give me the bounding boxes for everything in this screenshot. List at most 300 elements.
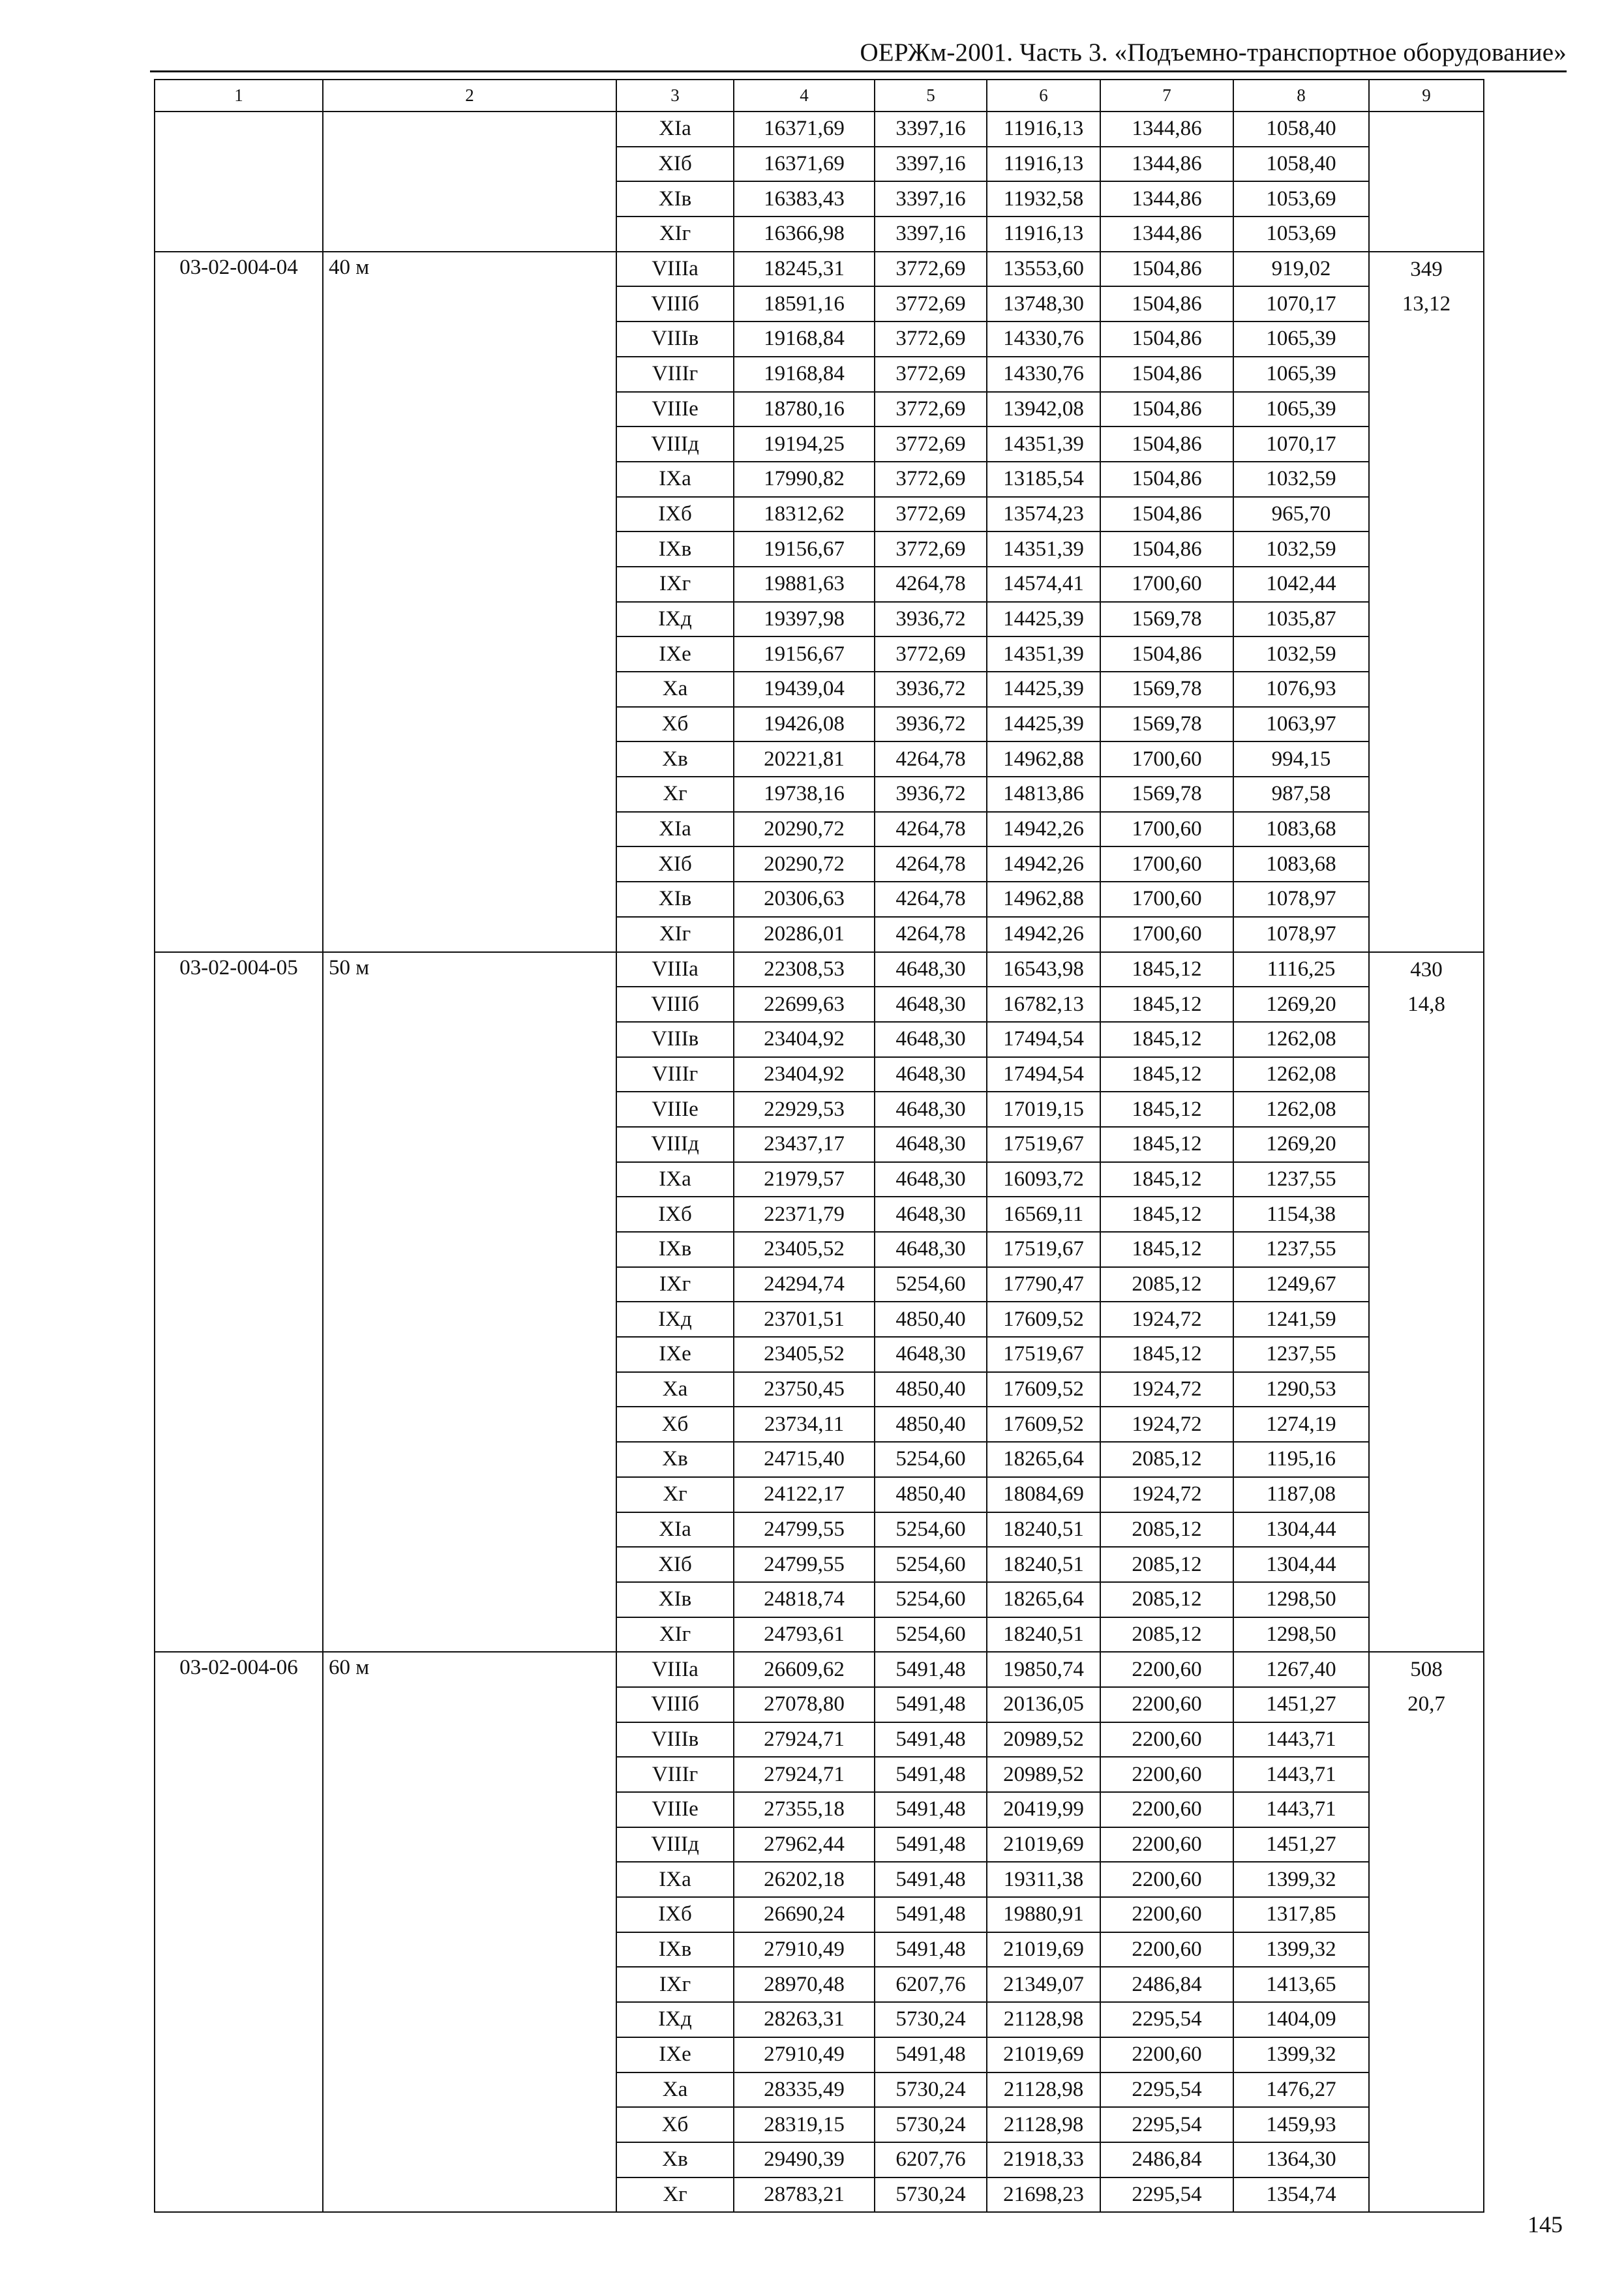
value-cell: 3397,16 [875,181,987,217]
value-cell: 1053,69 [1233,217,1369,252]
value-cell: 14962,88 [987,882,1100,917]
value-cell: 18265,64 [987,1442,1100,1477]
value-cell: 14330,76 [987,322,1100,357]
value-cell: 16543,98 [987,952,1100,987]
value-cell: 1924,72 [1100,1302,1233,1337]
value-cell: 23734,11 [734,1407,875,1442]
rate-code-cell: 03-02-004-06 [155,1652,323,2212]
value-cell: 26690,24 [734,1897,875,1932]
value-cell: 28335,49 [734,2072,875,2108]
value-cell: 20221,81 [734,741,875,777]
value-cell: 4648,30 [875,1092,987,1127]
value-cell: 1344,86 [1100,147,1233,182]
value-cell: 1924,72 [1100,1372,1233,1407]
value-cell: 1700,60 [1100,917,1233,952]
value-cell: 14351,39 [987,636,1100,672]
value-cell: 16366,98 [734,217,875,252]
value-cell: 5254,60 [875,1442,987,1477]
value-cell: 13574,23 [987,497,1100,532]
value-cell: 1262,08 [1233,1022,1369,1057]
value-cell: 4264,78 [875,846,987,882]
value-cell: 1404,09 [1233,2002,1369,2037]
value-cell: 2085,12 [1100,1582,1233,1617]
class-cell: IXб [616,497,734,532]
class-cell: VIIIд [616,1127,734,1162]
value-cell: 1344,86 [1100,217,1233,252]
class-cell: IXв [616,1932,734,1967]
value-cell: 1298,50 [1233,1617,1369,1653]
value-cell: 20290,72 [734,846,875,882]
class-cell: VIIIд [616,426,734,462]
class-cell: VIIIб [616,286,734,322]
table-row [155,252,1484,287]
class-cell: XIг [616,217,734,252]
value-cell: 1032,59 [1233,636,1369,672]
value-cell: 1504,86 [1100,322,1233,357]
value-cell: 13185,54 [987,462,1100,497]
value-cell: 16371,69 [734,112,875,147]
value-cell: 14425,39 [987,602,1100,637]
value-cell: 4264,78 [875,567,987,602]
class-cell: XIa [616,112,734,147]
value-cell: 4264,78 [875,917,987,952]
value-cell: 1399,32 [1233,2037,1369,2072]
value-cell: 1053,69 [1233,181,1369,217]
value-cell: 3772,69 [875,497,987,532]
value-cell: 24793,61 [734,1617,875,1653]
class-cell: Xa [616,672,734,707]
value-cell: 3397,16 [875,112,987,147]
value-cell: 5491,48 [875,2037,987,2072]
value-cell: 1845,12 [1100,987,1233,1022]
value-cell: 19156,67 [734,636,875,672]
class-cell: XIг [616,917,734,952]
column-header: 5 [875,80,987,112]
value-cell: 19439,04 [734,672,875,707]
value-cell: 14942,26 [987,917,1100,952]
value-cell: 28970,48 [734,1967,875,2002]
value-cell: 1504,86 [1100,357,1233,392]
value-cell: 4648,30 [875,1022,987,1057]
value-cell: 4648,30 [875,1197,987,1232]
value-cell: 3397,16 [875,217,987,252]
value-cell: 1304,44 [1233,1547,1369,1582]
value-cell: 21349,07 [987,1967,1100,2002]
value-cell: 1058,40 [1233,147,1369,182]
value-cell: 2200,60 [1100,2037,1233,2072]
value-cell: 22371,79 [734,1197,875,1232]
value-cell: 1262,08 [1233,1092,1369,1127]
value-cell: 14962,88 [987,741,1100,777]
value-cell: 3397,16 [875,147,987,182]
value-cell: 24818,74 [734,1582,875,1617]
class-cell: XIв [616,1582,734,1617]
value-cell: 17609,52 [987,1302,1100,1337]
value-cell: 2295,54 [1100,2107,1233,2142]
mass-value: 430 [1410,957,1443,981]
value-cell: 27078,80 [734,1687,875,1722]
value-cell: 27355,18 [734,1792,875,1827]
class-cell: XIв [616,181,734,217]
value-cell: 14330,76 [987,357,1100,392]
value-cell: 1070,17 [1233,426,1369,462]
column-header: 7 [1100,80,1233,112]
value-cell: 4648,30 [875,1337,987,1372]
class-cell: XIб [616,846,734,882]
value-cell: 22699,63 [734,987,875,1022]
value-cell: 1116,25 [1233,952,1369,987]
value-cell: 5730,24 [875,2107,987,2142]
mass-cell [1369,1652,1484,2212]
value-cell: 3936,72 [875,672,987,707]
value-cell: 2200,60 [1100,1897,1233,1932]
value-cell: 22929,53 [734,1092,875,1127]
value-cell: 1304,44 [1233,1512,1369,1548]
value-cell: 1700,60 [1100,812,1233,847]
value-cell: 11916,13 [987,147,1100,182]
value-cell: 27962,44 [734,1827,875,1863]
value-cell: 1187,08 [1233,1477,1369,1512]
value-cell: 2486,84 [1100,2142,1233,2177]
value-cell: 1504,86 [1100,286,1233,322]
class-cell: VIIIa [616,1652,734,1687]
value-cell: 1845,12 [1100,1337,1233,1372]
value-cell: 3772,69 [875,462,987,497]
value-cell: 23404,92 [734,1057,875,1092]
value-cell: 4264,78 [875,812,987,847]
value-cell: 27910,49 [734,2037,875,2072]
value-cell: 27910,49 [734,1932,875,1967]
class-cell: XIa [616,1512,734,1548]
header-divider [150,70,1567,72]
page-number: 145 [1527,2211,1563,2237]
class-cell: Xв [616,1442,734,1477]
value-cell: 16383,43 [734,181,875,217]
value-cell: 21128,98 [987,2107,1100,2142]
mass-value: 13,12 [1402,292,1451,316]
mass-value: 20,7 [1407,1692,1445,1716]
value-cell: 4648,30 [875,1162,987,1197]
value-cell: 29490,39 [734,2142,875,2177]
value-cell: 3936,72 [875,602,987,637]
value-cell: 5730,24 [875,2177,987,2213]
value-cell: 19738,16 [734,777,875,812]
value-cell: 1569,78 [1100,672,1233,707]
class-cell: VIIIa [616,252,734,287]
class-cell: XIв [616,882,734,917]
value-cell: 16093,72 [987,1162,1100,1197]
value-cell: 1076,93 [1233,672,1369,707]
value-cell: 5491,48 [875,1792,987,1827]
value-cell: 20989,52 [987,1722,1100,1758]
value-cell: 5491,48 [875,1862,987,1897]
value-cell: 17609,52 [987,1372,1100,1407]
class-cell: VIIIб [616,987,734,1022]
class-cell: IXд [616,1302,734,1337]
value-cell: 1237,55 [1233,1337,1369,1372]
value-cell: 19881,63 [734,567,875,602]
value-cell: 3936,72 [875,777,987,812]
value-cell: 1845,12 [1100,1092,1233,1127]
value-cell: 5254,60 [875,1582,987,1617]
value-cell: 1035,87 [1233,602,1369,637]
value-cell: 1078,97 [1233,882,1369,917]
value-cell: 14351,39 [987,426,1100,462]
class-cell: XIa [616,812,734,847]
value-cell: 1451,27 [1233,1827,1369,1863]
class-cell: IXe [616,2037,734,2072]
value-cell: 18312,62 [734,497,875,532]
value-cell: 3772,69 [875,357,987,392]
column-header: 4 [734,80,875,112]
value-cell: 3772,69 [875,322,987,357]
value-cell: 4850,40 [875,1372,987,1407]
value-cell: 1083,68 [1233,846,1369,882]
value-cell: 1065,39 [1233,357,1369,392]
mass-value: 508 [1410,1658,1443,1682]
value-cell: 20290,72 [734,812,875,847]
value-cell: 4264,78 [875,882,987,917]
value-cell: 1083,68 [1233,812,1369,847]
value-cell: 1042,44 [1233,567,1369,602]
class-cell: IXa [616,1862,734,1897]
value-cell: 2200,60 [1100,1757,1233,1792]
value-cell: 1504,86 [1100,531,1233,567]
value-cell: 13748,30 [987,286,1100,322]
value-cell: 24799,55 [734,1547,875,1582]
value-cell: 14425,39 [987,707,1100,742]
value-cell: 1298,50 [1233,1582,1369,1617]
value-cell: 21918,33 [987,2142,1100,2177]
value-cell: 3772,69 [875,426,987,462]
value-cell: 14351,39 [987,531,1100,567]
value-cell: 1195,16 [1233,1442,1369,1477]
table-body [155,112,1484,2212]
value-cell: 1504,86 [1100,392,1233,427]
value-cell: 28263,31 [734,2002,875,2037]
value-cell: 5491,48 [875,1722,987,1758]
value-cell: 19426,08 [734,707,875,742]
value-cell: 18084,69 [987,1477,1100,1512]
value-cell: 994,15 [1233,741,1369,777]
value-cell: 17019,15 [987,1092,1100,1127]
value-cell: 1504,86 [1100,462,1233,497]
value-cell: 5491,48 [875,1827,987,1863]
rate-code-cell: 03-02-004-04 [155,252,323,952]
value-cell: 19156,67 [734,531,875,567]
value-cell: 5254,60 [875,1512,987,1548]
value-cell: 19194,25 [734,426,875,462]
value-cell: 2200,60 [1100,1722,1233,1758]
class-cell: Xг [616,1477,734,1512]
value-cell: 5491,48 [875,1652,987,1687]
value-cell: 1504,86 [1100,636,1233,672]
value-cell: 20419,99 [987,1792,1100,1827]
class-cell: IXб [616,1897,734,1932]
class-cell: VIIIe [616,392,734,427]
value-cell: 4850,40 [875,1477,987,1512]
value-cell: 17519,67 [987,1232,1100,1267]
value-cell: 1476,27 [1233,2072,1369,2108]
value-cell: 3772,69 [875,636,987,672]
value-cell: 3772,69 [875,531,987,567]
class-cell: IXa [616,462,734,497]
value-cell: 1504,86 [1100,426,1233,462]
value-cell: 1569,78 [1100,707,1233,742]
value-cell: 14942,26 [987,846,1100,882]
value-cell: 6207,76 [875,2142,987,2177]
class-cell: XIб [616,1547,734,1582]
value-cell: 18591,16 [734,286,875,322]
value-cell: 18240,51 [987,1547,1100,1582]
class-cell: VIIIe [616,1092,734,1127]
value-cell: 1262,08 [1233,1057,1369,1092]
class-cell: VIIIг [616,1057,734,1092]
value-cell: 1443,71 [1233,1722,1369,1758]
class-cell: IXг [616,1967,734,2002]
value-cell: 4648,30 [875,1057,987,1092]
class-cell: Xa [616,1372,734,1407]
value-cell: 6207,76 [875,1967,987,2002]
value-cell: 1290,53 [1233,1372,1369,1407]
value-cell: 5730,24 [875,2002,987,2037]
value-cell: 1274,19 [1233,1407,1369,1442]
value-cell: 2085,12 [1100,1617,1233,1653]
value-cell: 17494,54 [987,1022,1100,1057]
value-cell: 16569,11 [987,1197,1100,1232]
value-cell: 19168,84 [734,322,875,357]
value-cell: 1065,39 [1233,392,1369,427]
value-cell: 3772,69 [875,252,987,287]
value-cell: 1504,86 [1100,252,1233,287]
value-cell: 20136,05 [987,1687,1100,1722]
value-cell: 1504,86 [1100,497,1233,532]
value-cell: 4648,30 [875,952,987,987]
value-cell: 1399,32 [1233,1932,1369,1967]
value-cell: 24122,17 [734,1477,875,1512]
value-cell: 2200,60 [1100,1652,1233,1687]
value-cell: 1924,72 [1100,1477,1233,1512]
value-cell: 13553,60 [987,252,1100,287]
value-cell: 24799,55 [734,1512,875,1548]
value-cell: 17494,54 [987,1057,1100,1092]
value-cell: 1451,27 [1233,1687,1369,1722]
table-row [155,112,1484,147]
value-cell: 26202,18 [734,1862,875,1897]
value-cell: 27924,71 [734,1722,875,1758]
value-cell: 1269,20 [1233,987,1369,1022]
class-cell: IXa [616,1162,734,1197]
value-cell: 5491,48 [875,1757,987,1792]
value-cell: 4264,78 [875,741,987,777]
span-length-cell: 40 м [323,252,616,952]
value-cell: 3772,69 [875,392,987,427]
value-cell: 5491,48 [875,1687,987,1722]
value-cell: 1459,93 [1233,2107,1369,2142]
value-cell: 24294,74 [734,1267,875,1302]
value-cell: 16371,69 [734,147,875,182]
value-cell: 1413,65 [1233,1967,1369,2002]
value-cell: 4648,30 [875,1232,987,1267]
value-cell: 23404,92 [734,1022,875,1057]
value-cell: 2085,12 [1100,1442,1233,1477]
class-cell: IXв [616,531,734,567]
value-cell: 24715,40 [734,1442,875,1477]
mass-cell [1369,112,1484,252]
value-cell: 4850,40 [875,1407,987,1442]
class-cell: IXд [616,2002,734,2037]
class-cell: IXг [616,567,734,602]
class-cell: Xв [616,741,734,777]
value-cell: 1700,60 [1100,741,1233,777]
value-cell: 4648,30 [875,987,987,1022]
value-cell: 4850,40 [875,1302,987,1337]
value-cell: 2085,12 [1100,1267,1233,1302]
value-cell: 23405,52 [734,1337,875,1372]
value-cell: 5491,48 [875,1897,987,1932]
value-cell: 14425,39 [987,672,1100,707]
class-cell: XIг [616,1617,734,1653]
value-cell: 17609,52 [987,1407,1100,1442]
value-cell: 1845,12 [1100,1162,1233,1197]
class-cell: VIIIд [616,1827,734,1863]
value-cell: 21128,98 [987,2072,1100,2108]
value-cell: 2200,60 [1100,1792,1233,1827]
value-cell: 2295,54 [1100,2177,1233,2213]
value-cell: 965,70 [1233,497,1369,532]
value-cell: 20989,52 [987,1757,1100,1792]
value-cell: 28783,21 [734,2177,875,2213]
value-cell: 1063,97 [1233,707,1369,742]
value-cell: 2085,12 [1100,1547,1233,1582]
value-cell: 14813,86 [987,777,1100,812]
class-cell: Xб [616,707,734,742]
value-cell: 1924,72 [1100,1407,1233,1442]
value-cell: 5254,60 [875,1547,987,1582]
value-cell: 987,58 [1233,777,1369,812]
value-cell: 3772,69 [875,286,987,322]
value-cell: 1700,60 [1100,846,1233,882]
value-cell: 17519,67 [987,1127,1100,1162]
class-cell: Xв [616,2142,734,2177]
value-cell: 18240,51 [987,1617,1100,1653]
value-cell: 2200,60 [1100,1827,1233,1863]
value-cell: 1354,74 [1233,2177,1369,2213]
value-cell: 2200,60 [1100,1862,1233,1897]
value-cell: 14942,26 [987,812,1100,847]
class-cell: Xб [616,1407,734,1442]
value-cell: 1070,17 [1233,286,1369,322]
class-cell: VIIIг [616,1757,734,1792]
value-cell: 1058,40 [1233,112,1369,147]
column-header: 8 [1233,80,1369,112]
value-cell: 1700,60 [1100,567,1233,602]
value-cell: 1399,32 [1233,1862,1369,1897]
class-cell: Xб [616,2107,734,2142]
value-cell: 4648,30 [875,1127,987,1162]
value-cell: 16782,13 [987,987,1100,1022]
value-cell: 1317,85 [1233,1897,1369,1932]
value-cell: 1154,38 [1233,1197,1369,1232]
value-cell: 14574,41 [987,567,1100,602]
value-cell: 1569,78 [1100,602,1233,637]
span-length-cell: 60 м [323,1652,616,2212]
value-cell: 1065,39 [1233,322,1369,357]
value-cell: 1344,86 [1100,112,1233,147]
value-cell: 19397,98 [734,602,875,637]
value-cell: 1032,59 [1233,531,1369,567]
column-header: 1 [155,80,323,112]
